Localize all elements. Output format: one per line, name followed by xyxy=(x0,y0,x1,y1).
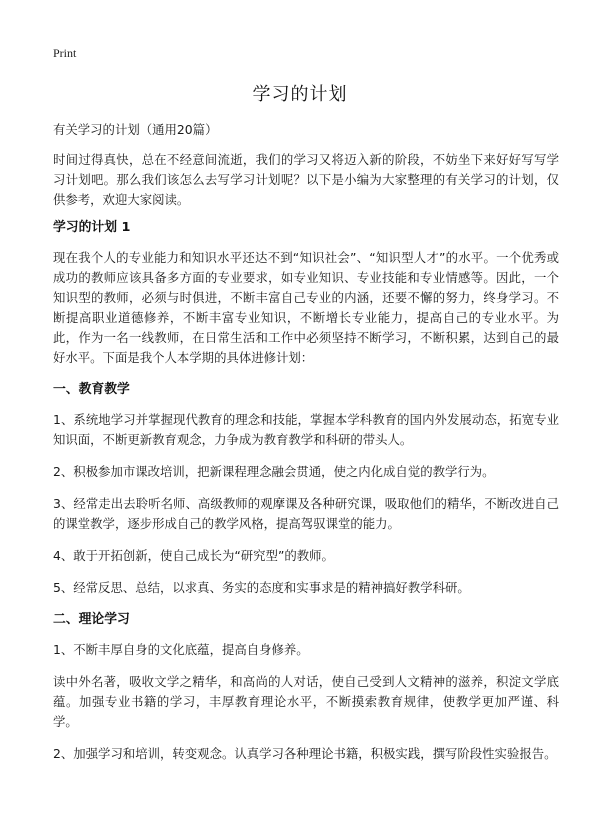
plan1-paragraph: 现在我个人的专业能力和知识水平还达不到“知识社会”、“知识型人才”的水平。一个优秀或成功的教师应该具备多方面的专业要求，如专业知识、专业技能和专业情感等。因此，一个知识型的教师，必须与时俱进，不断丰富自己专业的内涵，还要不懈的努力，终身学习。不断提高职业道德修养，不断丰富专业知识，不断增长专业能力，提高自己的专业水平。为此，作为一名一线教师，在日常生活和工作中必须坚持不断学习，不断积累，达到自己的最好水平。下面是我个人本学期的具体进修计划： xyxy=(53,250,559,365)
section1-item: 4、敢于开拓创新，使自己成长为“研究型”的教师。 xyxy=(53,548,334,563)
article-body xyxy=(53,120,559,776)
plan1-heading: 学习的计划 1 xyxy=(53,220,131,235)
section2-item: 读中外名著，吸收文学之精华，和高尚的人对话，使自己受到人文精神的滋养，积淀文学底蕴。加强专业书籍的学习，丰厚教育理论水平，不断摸索教育规律，使教学更加严谨、科学。 xyxy=(53,674,559,729)
section2-item: 2、加强学习和培训，转变观念。认真学习各种理论书籍，积极实践，撰写阶段性实验报告。 xyxy=(53,746,557,761)
article-subtitle: 有关学习的计划（通用20篇） xyxy=(53,122,218,137)
intro-paragraph: 时间过得真快，总在不经意间流逝，我们的学习又将迈入新的阶段，不妨坐下来好好写写学习计划吧。那么我们该怎么去写学习计划呢？以下是小编为大家整理的有关学习的计划，仅供参考，欢迎大家阅读。 xyxy=(53,152,559,207)
section1-item: 5、经常反思、总结，以求真、务实的态度和实事求是的精神搞好教学科研。 xyxy=(53,580,470,595)
print-link[interactable]: Print xyxy=(53,46,77,60)
page-title: 学习的计划 xyxy=(252,84,348,105)
section1-item: 1、系统地学习并掌握现代教育的理念和技能，掌握本学科教育的国内外发展动态，拓宽专业知识面，不断更新教育观念，力争成为教育教学和科研的带头人。 xyxy=(53,412,559,447)
section2-heading: 二、理论学习 xyxy=(53,612,130,627)
section2-item: 1、不断丰厚自身的文化底蕴，提高自身修养。 xyxy=(53,642,309,657)
section1-item: 3、经常走出去聆听名师、高级教师的观摩课及各种研究课，吸取他们的精华，不断改进自己的课堂教学，逐步形成自己的教学风格，提高驾驭课堂的能力。 xyxy=(53,496,559,531)
section1-item: 2、积极参加市课改培训，把新课程理念融会贯通，使之内化成自觉的教学行为。 xyxy=(53,464,495,479)
section1-heading: 一、教育教学 xyxy=(53,382,130,397)
